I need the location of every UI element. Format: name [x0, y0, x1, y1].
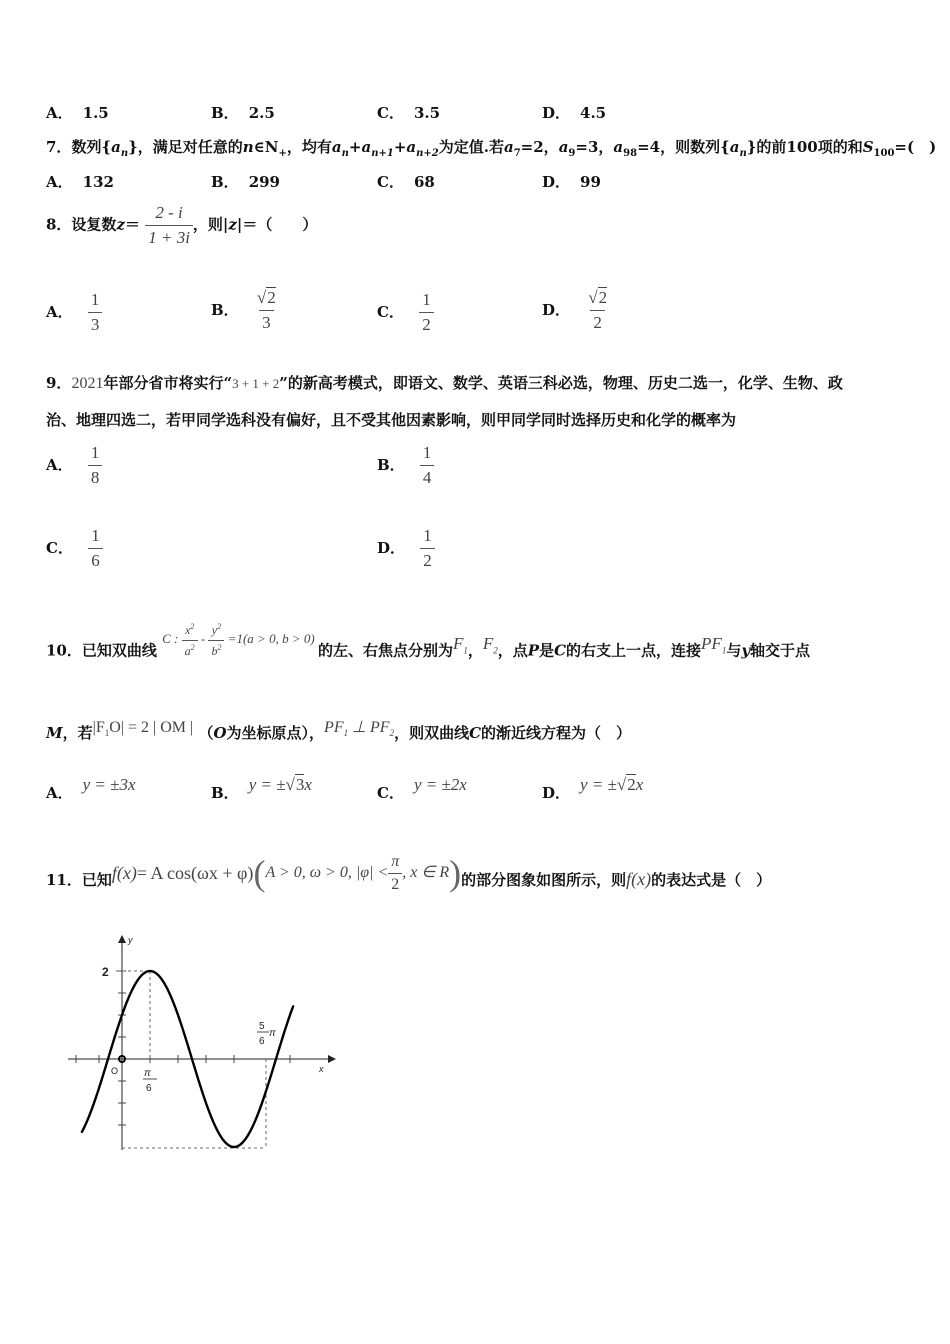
y-axis-arrow	[118, 935, 126, 943]
option-value: 4.5	[580, 104, 607, 122]
q7-option-c[interactable]: C． 68	[377, 173, 435, 191]
q6-option-b[interactable]	[211, 102, 275, 123]
option-label: D．	[542, 104, 571, 122]
q9-option-a[interactable]: A． $\frac{1}{8}$	[46, 443, 102, 488]
q9-option-d[interactable]: D． $\frac{1}{2}$	[377, 526, 435, 571]
x2-pi-label: π	[269, 1028, 276, 1039]
q6-option-c[interactable]	[377, 102, 440, 123]
q9-stem-line1: 9．2021年部分省市将实行“3 + 1 + 2”的新高考模式，即语文、数学、英语三科必选，物理、历史二选一，化学、生物、政	[46, 374, 843, 392]
x2-num-label: 5	[259, 1021, 265, 1032]
q8-option-a[interactable]: A． $\frac{1}{3}$	[46, 290, 102, 335]
q10-option-a[interactable]: A． y = ±3x	[46, 775, 136, 802]
q9-stem-line2: 治、地理四选二，若甲同学选科没有偏好，且不受其他因素影响，则甲同学同时选择历史和化学的概率为	[46, 411, 737, 429]
q10-stem-line2: M，若$|F_1O| = 2$ | OM | （O为坐标原点），$PF_1$ ⊥ $PF_2$，则双曲线C的渐近线方程为（ ）	[46, 719, 632, 742]
option-value: 2.5	[248, 104, 275, 122]
x1-den-label: 6	[146, 1083, 152, 1094]
q6-option-a[interactable]	[46, 102, 109, 123]
q8-option-c[interactable]: C． $\frac{1}{2}$	[377, 290, 434, 335]
q8-option-b[interactable]: B． $\frac{√2}{3}$	[211, 288, 276, 332]
y-axis-label: y	[128, 935, 133, 945]
x2-den-label: 6	[259, 1036, 265, 1047]
option-value: 3.5	[413, 104, 441, 122]
x-axis-label: x	[319, 1064, 324, 1074]
q8-fraction: $\frac{2 - i}{1 + 3i}$	[145, 203, 193, 248]
q10-option-d[interactable]: D． y = ±√2x	[542, 775, 644, 802]
q6-option-d[interactable]	[542, 102, 606, 123]
max-value-label: 2	[102, 965, 109, 979]
q7-option-a[interactable]: A． 132	[46, 173, 114, 191]
q9-option-c[interactable]: C． $\frac{1}{6}$	[46, 526, 103, 571]
option-label: B．	[211, 104, 239, 122]
q7-stem: 7．数列$\{a_n\}$，满足对任意的$n\in N_+$，均有$a_n+a_{n+1}+a_{n+2}$为定值.若$a_7=2$，$a_9=3$，$a_{98}=4$，则数列$\{a_n\}$的前100项的和$S_{100}=$( )	[46, 138, 937, 159]
option-label: A．	[46, 104, 73, 122]
q10-option-b[interactable]: B． y = ±√3x	[211, 775, 312, 802]
function-graph	[66, 925, 346, 1165]
q10-stem-line1: 10．已知双曲线 C : $\frac{x^2}{a^2}$ - $\frac{y^2}{b^2}$ =1(a > 0, b > 0) 的左、右焦点分别为$F_1$，$F_2$，点P是C的右支上一点，连接$PF_1$与y轴交于点	[46, 622, 811, 660]
q7-option-d[interactable]: D． 99	[542, 173, 601, 191]
q8-stem: 8．设复数z＝ $\frac{2 - i}{1 + 3i}$ ，则|z|＝（ ）	[46, 203, 318, 247]
q8-option-d[interactable]: D． $\frac{√2}{2}$	[542, 288, 608, 332]
q10-option-c[interactable]: C． y = ±2x	[377, 775, 467, 802]
x-axis-arrow	[328, 1055, 336, 1063]
q9-option-b[interactable]: B． $\frac{1}{4}$	[377, 443, 434, 488]
option-label: C．	[377, 104, 404, 122]
origin-label: O	[111, 1066, 119, 1076]
x1-pi-label: π	[144, 1068, 151, 1079]
q11-stem: 11．已知f(x)= A cos(ωx + φ)(A > 0, ω > 0, |φ| < $\frac{\pi}{2}$ , x ∈ R)的部分图象如图所示，则f(x)的表达式是（ ）	[46, 852, 772, 893]
option-value: 1.5	[82, 104, 109, 122]
q7-option-b[interactable]: B． 299	[211, 173, 280, 191]
